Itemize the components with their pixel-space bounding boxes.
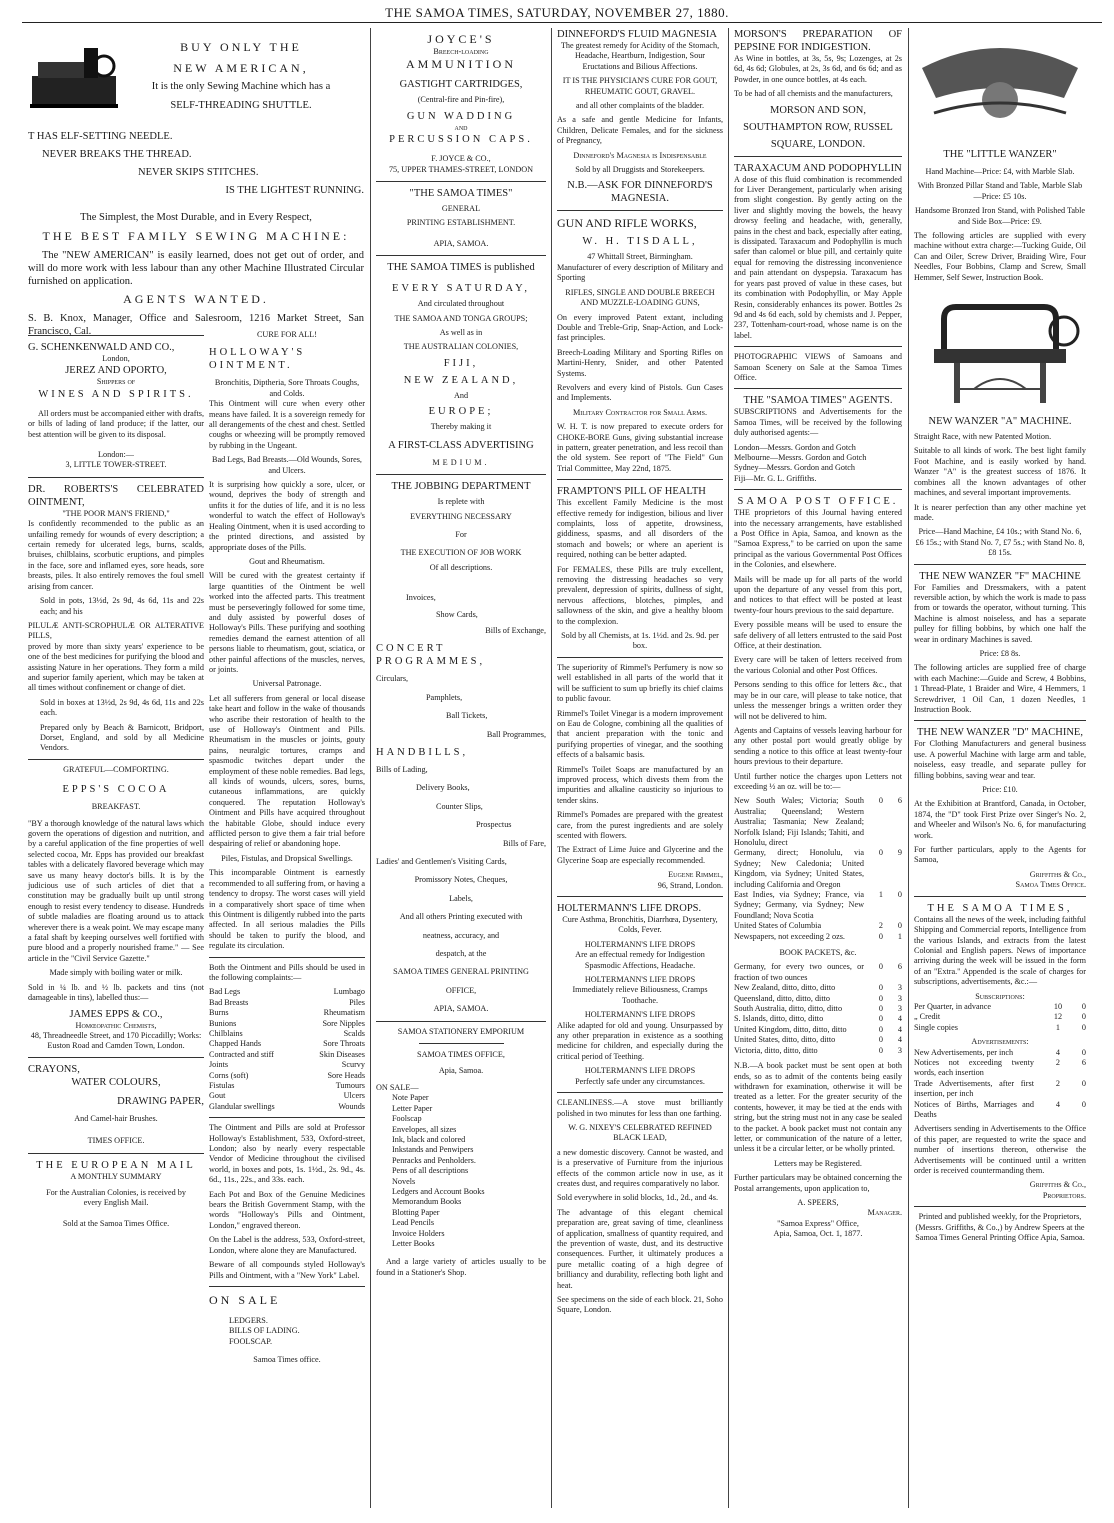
ad-text: SAMOA TIMES GENERAL PRINTING (393, 967, 529, 977)
ad-text: Suitable to all kinds of work. The best light family Foot Machine, and is easily worked by hand. Wanzer "A" is the greatest success of 1876. It combines all the known advantages of other machines, and several important improvements. (914, 446, 1086, 498)
ad-text: Mails will be made up for all parts of the world upon the departure of any vessel from this port, and notices to that effect will be posted at least twenty-four hours previous to the said departure. (734, 574, 902, 615)
ad-text: Bad Legs, Bad Breasts.—Old Wounds, Sores, and Ulcers. (212, 455, 362, 475)
ad-text: S. B. Knox, Manager, Office and Salesroom, 1216 Market Street, San Francisco, Cal. (28, 313, 364, 337)
ad-text: Rimmel's Pomades are prepared with the greatest care, from the purest ingredients and are solely scented with flowers. (557, 810, 723, 840)
ad-text: The following articles are supplied with every machine without extra charge:—Tucking Guide, Oil Can and Oiler, Screw Driver, Braiding Wire, Four Needles, Four Bobbins, Clamp and Screw, Small Hemmer, Self Sewer, Instruction Book. (914, 231, 1086, 282)
ad-text: NEW ZEALAND, (403, 374, 519, 386)
ad-text: Breech-loading (433, 47, 489, 56)
ad-text: Apia, Samoa. (438, 1066, 484, 1076)
ad-text: 3, LITTLE TOWER-STREET. (65, 460, 167, 470)
column-divider (370, 28, 371, 1508)
ad-text: The Simplest, the Most Durable, and in Every Respect, (80, 212, 312, 223)
ad-text: On the Label is the address, 533, Oxford-street, London, where alone they are Manufactured. (209, 1235, 365, 1255)
ad-heading: W. G. NIXEY'S CELEBRATED REFINED BLACK LEAD, (568, 1122, 712, 1143)
list-item: Ink, black and colored (392, 1134, 466, 1144)
ad-text: Piles, Fistulas, and Dropsical Swellings. (221, 853, 353, 863)
ad-text: Every care will be taken of letters received from the various Colonial and other Post Offices. (734, 655, 902, 675)
ad-text: PHOTOGRAPHIC VIEWS of Samoans and Samoan Scenery on Sale at the Samoa Times Office. (734, 352, 902, 382)
ad-text: London:— (98, 450, 134, 460)
ad-heading: THE "SAMOA TIMES" AGENTS. (743, 395, 893, 407)
ad-text: Sydney—Messrs. Gordon and Gotch (734, 463, 855, 473)
list-item: Blotting Paper (392, 1207, 440, 1217)
ad-text: THE SAMOA AND TONGA GROUPS; (394, 313, 528, 323)
ad-text: Alike adapted for old and young. Unsurpassed by any other preparation in existence as a soothing medicine for children, and especially during the critical period of Teething. (557, 1020, 723, 1061)
list-item: Invoice Holders (392, 1228, 445, 1238)
table-row: United Kingdom, ditto, ditto, ditto 0 4 (734, 1024, 902, 1034)
ad-text: BILLS OF LADING. (229, 1326, 300, 1336)
ad-text: The superiority of Rimmel's Perfumery is now so well established in all parts of the world that it will be sufficient to sum up briefly its chief claims to public favour. (557, 662, 723, 704)
ad-text: It is the only Sewing Machine which has a (151, 81, 331, 92)
ad-text: IS THE LIGHTEST RUNNING. (225, 185, 364, 196)
ad-text: Bronchitis, Diptheria, Sore Throats Coughs, and Colds. (214, 378, 360, 398)
ad-text: WATER COLOURS, (71, 1076, 161, 1088)
ad-text: Rimmel's Toilet Vinegar is a modern improvement on Eau de Cologne, combining all the qualities of that ancient preparation with the tonic and purifying properties of vinegar, and the soothing effects of a balsamic basis. (557, 708, 723, 760)
ad-heading: THE NEW WANZER "F" MACHINE (919, 570, 1081, 582)
ad-text: N.B.—ASK FOR DINNEFORD'S MAGNESIA. (567, 180, 713, 205)
wanzer-logo-image (914, 28, 1086, 128)
ad-text: Gout and Rheumatism. (249, 556, 325, 566)
table-row: Per Quarter, in advance 10 0 (914, 1001, 1086, 1011)
ad-text: The greatest remedy for Acidity of the Stomach, Headache, Heartburn, Indigestion, Sour Eructations and Bilious Affections. (560, 41, 720, 71)
column-5 (734, 28, 902, 1508)
ad-text: FOOLSCAP. (229, 1336, 272, 1346)
ad-heading: HOLTERMANN'S LIFE DROPS (584, 1066, 696, 1076)
ad-text: PILULÆ ANTI-SCROPHULÆ OR ALTERATIVE PILLS, (28, 620, 204, 641)
ad-text: Will be cured with the greatest certainty if large quantities of the Ointment be well worked into the affected parts. This treatment must be perseveringly followed for some time, and duly assisted by powerful doses of Holloway's Pills. These purifying and soothing remedies demand the earnest attention of all persons liable to rheumatism, gout, sciatica, or other painful affections of the muscles, nerves, or joints. (209, 571, 365, 674)
table-row: Newspapers, not exceeding 2 ozs. 0 1 (734, 931, 902, 941)
ad-text: Sold everywhere in solid blocks, 1d., 2d., and 4s. (557, 1193, 718, 1203)
ad-heading: HOLTERMANN'S LIFE DROPS (584, 975, 696, 985)
ad-text: (Central-fire and Pin-fire), (417, 95, 505, 105)
ad-text: As Wine in bottles, at 3s, 5s, 9s; Lozenges, at 2s 6d, 4s 6d; Globules, at 2s, 3s 6d, and 6s 6d; and as Powder, in one ounce bottles, at 4s each. (734, 54, 902, 84)
list-item: Penracks and Penholders. (392, 1155, 476, 1165)
ad-text: neatness, accuracy, and (422, 930, 500, 940)
ad-text: TIMES OFFICE. (87, 1136, 145, 1146)
ad-text: Are an effectual remedy for Indigestion Spasmodic Affections, Headache. (575, 950, 705, 970)
list-item: Memorandum Books (392, 1197, 462, 1207)
table-row: S. Islands, ditto, ditto, ditto 0 4 (734, 1014, 902, 1024)
ad-text: Perfectly safe under any circumstances. (575, 1076, 705, 1086)
ad-text: IT IS THE PHYSICIAN'S CURE FOR GOUT, RHEUMATIC GOUT, GRAVEL. (562, 76, 718, 96)
column-1 (28, 330, 204, 1510)
sewing-machine-image (28, 40, 120, 110)
column-2 (209, 330, 365, 1510)
ad-text: It is nearer perfection than any other machine yet made. (914, 502, 1086, 522)
ad-text: Let all sufferers from general or local disease take heart and follow in the wake of thousands who ascribe their restoration of health to the use of Holloway's Ointment and Pills. Rheumatism in the muscles or joints, gouty pains, neuralgic tortures, cramps and spasmodic twitches depart under the employment of these noble remedies. Bad legs, all kinds of wounds, ulcers, sores, burns, cutaneous inflammations, are quickly conquered. The reputation Holloway's Ointment and Pills have acquired throughout the habitable Globe, should induce every afflicted person to give them a fair trial before despairing of relief or abandoning hope. (209, 693, 365, 849)
list-item: Letter Paper (392, 1103, 433, 1113)
ad-text: RIFLES, SINGLE AND DOUBLE BREECH AND MUZZLE-LOADING GUNS, (565, 287, 715, 308)
ad-text: For FEMALES, these Pills are truly excellent, removing the distressing headaches so very prevalent, depression of spirits, dullness of sight, nervous affections, blotches, pimples, and sallowness of the skin, and give a healthy bloom to the complexion. (557, 564, 723, 626)
ad-text: As well as in (439, 328, 483, 338)
ad-text: For further particulars, apply to the Agents for Samoa, (914, 845, 1086, 865)
ad-text: Dinneford's Magnesia is Indispensable (573, 150, 707, 160)
ad-heading: HOLTERMANN'S LIFE DROPS (584, 1010, 696, 1020)
ad-text: "BY a thorough knowledge of the natural laws which govern the operations of digestion and nutrition, and by a careful application of the fine properties of well selected cocoa, Mr. Epps has provided our breakfast tables with a delicately flavored beverage which may save us many heavy doctor's bills. It is by the judicious use of such articles of diet that a constitution may be gradually built up until strong enough to resist every tendency to disease. Hundreds of subtle maladies are floating around us to attack wherever there is a weak point. We may escape many a fatal shaft by keeping ourselves well fortified with pure blood and a properly nourished frame." — See article in the "Civil Service Gazette." (28, 818, 204, 963)
ad-heading: HOLTERMANN'S LIFE DROPS. (557, 903, 702, 914)
ad-text: The following articles are supplied free of charge with each Machine:—Guide and Screw, 4 Bobbins, 1 Thread-Plate, 1 Braider and Wire, 4 Hemmers, 1 Screwdriver, 1 Oil Can, 1 dozen Needles, 1 Instruction Book. (914, 663, 1086, 714)
ad-text: This excellent Family Medicine is the most effective remedy for indigestion, bilious and liver complaints, loss of appetite, drowsiness, giddiness, spasms, and all disorders of the stomach and bowels; or where an aperient is required, nothing can be better adapted. (557, 498, 723, 560)
ad-text: NEVER BREAKS THE THREAD. (42, 149, 192, 160)
ad-text: MEDIUM. (432, 457, 490, 467)
ad-heading: "THE SAMOA TIMES" (409, 188, 513, 200)
book-rates-table (734, 962, 902, 1056)
table-row: Trade Advertisements, after first insertion, per inch 2 0 (914, 1078, 1086, 1099)
ad-text: Further particulars may be obtained concerning the Postal arrangements, upon application to, (734, 1173, 902, 1193)
ad-text: Cure Asthma, Bronchitis, Diarrhœa, Dysentery, Colds, Fever. (562, 915, 718, 935)
column-divider (551, 28, 552, 1508)
ad-heading: THE JOBBING DEPARTMENT (391, 481, 531, 493)
ad-text: Advertisements: (971, 1037, 1029, 1047)
ad-heading: THE EUROPEAN MAIL (36, 1159, 196, 1171)
ad-text: At the Exhibition at Brantford, Canada, in October, 1874, the "D" took First Prize over Singer's No. 2, and Wheeler and Wilson's No. 6, for manufacturing work. (914, 799, 1086, 840)
ad-text: Melbourne—Messrs. Gordon and Gotch (734, 452, 867, 462)
ad-text: Promissory Notes, Cheques, (414, 875, 508, 885)
ad-text: SELF-THREADING SHUTTLE. (170, 100, 312, 111)
ad-heading: WINES AND SPIRITS. (38, 388, 194, 400)
ad-text: Military Contractor for Small Arms. (572, 407, 708, 417)
ad-text: EUROPE; (428, 406, 494, 418)
masthead-rule (22, 22, 1102, 23)
ad-text: A FIRST-CLASS ADVERTISING (388, 439, 534, 451)
ad-heading: AGENTS WANTED. (123, 292, 269, 306)
ad-heading: BOOK PACKETS, &c. (779, 948, 857, 958)
ad-text: Delivery Books, (416, 783, 470, 793)
ad-heading: THE BEST FAMILY SEWING MACHINE: (42, 229, 350, 243)
list-item: Lead Pencils (392, 1218, 435, 1228)
ad-heading: MORSON'S PREPARATION OF PEPSINE FOR INDIGESTION. (734, 29, 902, 53)
ad-text: CLEANLINESS.—A stove must brilliantly polished in two minutes for less than one farthing. (557, 1098, 723, 1118)
ad-text: Samoa Times office. (253, 1355, 321, 1365)
ad-text: GRATEFUL—COMFORTING. (63, 764, 169, 774)
ad-heading: NEW WANZER "A" MACHINE. (928, 416, 1072, 428)
ad-text: Griffiths & Co., (1029, 1180, 1086, 1190)
ad-text: despatch, at the (435, 949, 487, 959)
table-row: South Australia, ditto, ditto, ditto 0 3 (734, 1004, 902, 1014)
ad-heading: SAMOA STATIONERY EMPORIUM (397, 1026, 525, 1036)
table-row: United States of Columbia 2 0 (734, 921, 902, 931)
ad-text: Circulars, (376, 674, 409, 684)
list-item: Note Paper (392, 1093, 429, 1103)
ad-text: every English Mail. (83, 1198, 149, 1208)
ad-text: Bills of Exchange, (485, 625, 546, 635)
ad-text: Shippers of (96, 377, 136, 387)
ad-text: And Camel-hair Brushes. (74, 1113, 158, 1123)
ad-text: Is confidently recommended to the public as an unfailing remedy for wounds of every description; a certain remedy for ulcerated legs, burns, scalds, bruises, chilblains, scorbutic eruptions, and pimples in the face, sore and inflamed eyes, sore heads, sore breasts, piles. It also entirely removes the foul smell arising from cancer. (28, 519, 204, 591)
ad-text: F. JOYCE & CO., (431, 154, 491, 164)
ad-heading: HOLTERMANN'S LIFE DROPS (584, 939, 696, 949)
advertisement-rates-table (914, 1048, 1086, 1121)
ad-text: A. SPEERS, (797, 1197, 839, 1207)
ad-text: GASTIGHT CARTRIDGES, (399, 79, 523, 91)
ad-text: London—Messrs. Gordon and Gotch (734, 442, 856, 452)
column-divider (728, 28, 729, 1508)
ad-text: and (454, 122, 468, 132)
ad-text: The "NEW AMERICAN" is easily learned, does not get out of order, and will do more work with less labour than any other Machine Illustrated Circular furnished on application. (28, 250, 364, 287)
list-item: Pens of all descriptions (392, 1166, 469, 1176)
ad-text: London, (102, 354, 130, 363)
table-row: Single copies 1 0 (914, 1022, 1086, 1032)
ad-heading: SAMOA POST OFFICE. (737, 496, 899, 508)
ad-text: SOUTHAMPTON ROW, RUSSEL (743, 121, 893, 133)
ad-text: Eugene Rimmel, (668, 870, 723, 880)
ad-text: a new domestic discovery. Cannot be wasted, and is a preservative of Furniture from the injurious effects of the common article now in use, as it creates dust, and requires comparatively no labor. (557, 1147, 723, 1188)
ad-text: "THE POOR MAN'S FRIEND," (62, 508, 170, 518)
ad-text: 75, UPPER THAMES-STREET, LONDON (388, 164, 534, 174)
ad-text: Sold at the Samoa Times Office. (62, 1218, 170, 1228)
ad-text: Persons sending to this office for letters &c., that may be in our care, will please to take notice, that unless the messenger brings a written order they will not be delivered to him. (734, 680, 902, 721)
ad-heading: W. H. TISDALL, (582, 236, 698, 248)
stationery-list (376, 1093, 546, 1249)
ad-text: Labels, (449, 893, 473, 903)
ad-text: Proprietors. (1042, 1190, 1086, 1200)
ad-text: THE proprietors of this Journal having entered into the necessary arrangements, have established a Post Office in Apia, Samoa, and known as the "Samoa Express," to be carried on upon the same principal as the various Governmental Post Offices in the Colonies, and elsewhere. (734, 508, 902, 570)
table-row: Germany, for every two ounces, or fraction of two ounces 0 6 (734, 962, 902, 982)
ad-text: APIA, SAMOA. (433, 1004, 489, 1014)
ad-text: Homœopathic Chemists, (75, 1020, 157, 1030)
ad-text: 48, Threadneedle Street, and 170 Piccadilly; Works: Euston Road and Camden Town, London. (30, 1030, 202, 1051)
ad-heading: JAMES EPPS & CO., (69, 1008, 163, 1020)
ad-text: Price—Hand Machine, £4 10s.; with Stand No. 6, £6 15s.; with Stand No. 7, £7 5s.; with Stand No. 8, £8 15s. (915, 527, 1085, 558)
ad-text: Thereby making it (430, 422, 492, 432)
ad-heading: G. SCHENKENWALD AND CO., (28, 342, 175, 353)
ad-text: and all other complaints of the bladder. (575, 101, 704, 111)
ad-text: This Ointment will cure when every other means have failed. It is a sovereign remedy for all derangements of the chest and chest. Settled coughs or wheezing will be promptly removed by rubbing in the Ungeant. (209, 399, 365, 450)
ad-text: Sold in ¼ lb. and ½ lb. packets and tins (not damageable in tins), labelled thus:— (28, 982, 204, 1003)
ad-text: Ball Programmes, (486, 729, 546, 739)
ad-text: Samoa Times Office. (1015, 880, 1086, 890)
ad-text: Griffiths & Co., (1029, 869, 1086, 879)
ad-text: See specimens on the side of each block. 21, Soho Square, London. (557, 1295, 723, 1315)
table-row: Victoria, ditto, ditto, ditto 0 3 (734, 1045, 902, 1055)
ad-text: Handsome Bronzed Iron Stand, with Polished Table and Side Box—Price: £9. (914, 206, 1086, 226)
ad-text: As a safe and gentle Medicine for Infants, Children, Delicate Females, and for the sickness of Pregnancy, (557, 115, 723, 146)
postage-rates-table (734, 796, 902, 942)
ad-text: Letters may be Registered. (774, 1158, 862, 1168)
ad-text: Subscriptions: (975, 991, 1025, 1001)
ad-heading: HOLLOWAY'S OINTMENT. (209, 347, 306, 372)
table-row: „ Credit 12 0 (914, 1012, 1086, 1022)
ad-text: Bills of Lading, (376, 764, 428, 774)
ad-text: APIA, SAMOA. (433, 238, 489, 248)
list-item: Novels (392, 1176, 416, 1186)
ad-text: PRINTING ESTABLISHMENT. (406, 218, 516, 228)
ad-text: It is surprising how quickly a sore, ulcer, or wound, deprives the body of strength and unfits it for the duties of life, and it is no less wonderful to watch the effect of Holloway's Healing Ointment, when it is used according to the printed directions, and assisted by appropriate doses of the Pills. (209, 480, 365, 552)
list-item: Letter Books (392, 1238, 435, 1248)
ad-text: Manager. (867, 1208, 902, 1218)
ad-text: Apia, Samoa, Oct. 1, 1877. (773, 1229, 863, 1239)
ad-text: OFFICE, (445, 985, 477, 995)
table-row: Queensland, ditto, ditto, ditto 0 3 (734, 993, 902, 1003)
ad-text: DRAWING PAPER, (117, 1095, 204, 1107)
table-row: Notices not exceeding twenty words, each insertion 2 6 (914, 1057, 1086, 1078)
ad-text: Breech-Loading Military and Sporting Rifles on Martini-Henry, Snider, and other Patented Systems. (557, 347, 723, 378)
ad-text: Universal Patronage. (252, 679, 322, 689)
ad-heading: GUN WADDING (406, 110, 516, 122)
ad-text: Manufacturer of every description of Military and Sporting (557, 262, 723, 283)
ad-text: Ball Tickets, (446, 711, 488, 721)
ad-text: NEVER SKIPS STITCHES. (138, 167, 259, 178)
ad-text: Both the Ointment and Pills should be used in the following complaints:— (209, 962, 365, 982)
ad-text: Hand Machine—Price: £4, with Marble Slab. (925, 167, 1075, 176)
ad-text: Until further notice the charges upon Letters not exceeding ½ an oz. will be to:— (734, 771, 902, 791)
list-item: Foolscap (392, 1114, 422, 1124)
masthead: THE SAMOA TIMES, SATURDAY, NOVEMBER 27, 1880. (385, 5, 729, 20)
ad-text: Show Cards, (436, 609, 478, 619)
ad-heading: TARAXACUM AND PODOPHYLLIN (734, 162, 902, 174)
ad-text: And (453, 390, 469, 400)
table-row: New South Wales; Victoria; South Australia; Queensland; Western Australia; Tasmania; New Zealand; Norfolk Island; Fiji Islands; Tahiti, and Honolulu, direct 0 6 (734, 796, 902, 847)
ad-text: Prepared only by Beach & Barnicott, Bridport, Dorset, England, and sold by all Medicine Vendors. (40, 722, 204, 753)
ad-text: Every possible means will be used to ensure the safe delivery of all letters entrusted to the said Post Office, at their destination. (734, 620, 902, 651)
ad-text: With Bronzed Pillar Stand and Table, Marble Slab—Price: £5 10s. (917, 181, 1083, 201)
ad-text: Invoices, (406, 593, 436, 603)
ad-text: Counter Slips, (436, 801, 483, 811)
ad-text: All orders must be accompanied either with drafts, or bills of lading of land produce; if the latter, our best attention will be given to its disposal. (28, 408, 204, 439)
list-item: Envelopes, all sizes (392, 1124, 457, 1134)
ad-heading: FRAMPTON'S PILL OF HEALTH (557, 486, 706, 498)
ad-text: Sold in boxes at 13½d, 2s 9d, 4s 6d, 11s and 22s each. (40, 697, 204, 718)
ad-text: Price: £10. (982, 785, 1018, 795)
ad-heading: EPPS'S COCOA (62, 784, 170, 796)
ad-text: Revolvers and every kind of Pistols. Gun Cases and Implements. (557, 382, 723, 403)
table-row: New Advertisements, per inch 4 0 (914, 1047, 1086, 1057)
ad-text: SAMOA TIMES OFFICE, (417, 1050, 505, 1060)
ad-text: Sold by all Druggists and Storekeepers. (575, 165, 705, 175)
ad-text: Rimmel's Toilet Soaps are manufactured by an improved process, which divests them from the impurities and alkaline causticity so injurious to tender skins. (557, 764, 723, 805)
ad-text: Prospectus (476, 820, 512, 830)
ad-text: HANDBILLS, (376, 746, 469, 758)
ad-text: THE EXECUTION OF JOB WORK (400, 548, 522, 558)
ad-heading: THE SAMOA TIMES, (927, 902, 1073, 914)
ad-text: Straight Race, with new Patented Motion. (914, 432, 1052, 442)
ad-heading: THE NEW WANZER "D" MACHINE, (917, 727, 1083, 739)
ad-text: Made simply with boiling water or milk. (49, 968, 183, 978)
ad-text: This incomparable Ointment is earnestly recommended to all suffering from, or having a tendency to dropsy. The worst cases will yield in a comparatively short space of time when this Ointment is diligently rubbed into the parts affected. In all serious maladies the Pills should be taken to purify the blood, and regulate its circulation. (209, 868, 365, 951)
ad-text: Contains all the news of the week, including faithful Shipping and Commercial reports, Intelligence from the various Islands, and extracts from the latest Colonial and English papers. News of importance arriving during the week will be issued in the form of an "Extra." Appended is the scale of charges for subscriptions, advertisements, &c.:— (914, 914, 1086, 987)
ad-text: THE AUSTRALIAN COLONIES, (403, 342, 519, 352)
ad-text: Fiji—Mr. G. L. Griffiths. (734, 473, 817, 483)
column-3 (376, 28, 546, 1508)
ad-heading: DINNEFORD'S FLUID MAGNESIA (557, 29, 717, 40)
ad-text: GENERAL (441, 204, 481, 214)
ad-text: To be had of all chemists and the manufacturers, (734, 89, 893, 99)
ad-text: And all others Printing executed with (399, 912, 523, 922)
ad-heading: BUY ONLY THE (180, 40, 302, 54)
ad-text: FIJI, (443, 357, 479, 369)
ad-heading: THE "LITTLE WANZER" (943, 149, 1057, 160)
ad-text: ON SALE— (376, 1082, 419, 1092)
ad-text: Of all descriptions. (429, 562, 493, 572)
ad-text: Pamphlets, (426, 692, 463, 702)
table-row: East Indies, via Sydney; France, via Sydney; Germany, via Sydney; New Foundland; Nova Scotia 1 0 (734, 890, 902, 920)
subscription-table (914, 1002, 1086, 1033)
ad-text: MORSON AND SON, (770, 104, 866, 116)
ad-text: Sold in pots, 13½d, 2s 9d, 4s 6d, 11s and 22s each; and his (40, 596, 204, 616)
ad-text: And a large variety of articles usually to be found in a Stationer's Shop. (376, 1257, 546, 1277)
ad-text: And circulated throughout (417, 299, 505, 309)
ad-text: THE SAMOA TIMES is published (387, 262, 535, 274)
table-row: Germany, direct; Honolulu, via Sydney; New Caledonia; United Kingdom, via Sydney; United States, including California and Oregon 0 9 (734, 848, 902, 889)
ad-text: The Ointment and Pills are sold at Professor Holloway's Establishment, 533, Oxford-street, London; also by nearly every respectable Vendor of Medicine throughout the civilised world, in boxes and pots, 1s. 1½d., 2s. 9d., 4s. 6d., 11s., 22s., and 33s. each. (209, 1123, 365, 1185)
ad-text: EVERYTHING NECESSARY (410, 511, 512, 521)
ad-heading: PERCUSSION CAPS. (389, 134, 533, 146)
ad-heading: GUN AND RIFLE WORKS, (557, 216, 697, 231)
ad-text: 47 Whittall Street, Birmingham. (587, 252, 693, 262)
ad-text: For Families and Dressmakers, with a patent reversible action, by which the work is made to pass from or towards the operator, without turning. This Machine is almost noiseless, and has a separate pulley for filling bobbins, by which one half the wear in ordinary Machines is saved. (914, 582, 1086, 644)
ad-text: 96, Strand, London. (657, 880, 723, 890)
ad-text: A dose of this fluid combination is recommended for Liver Derangement, particularly when arising from slight congestion. By gently acting on the liver and slightly moving the bowels, the heavy drowsy feeling and headache, with, generally, pains in the chest and back, especially after eating, is dissipated. Taraxacum and Podophyllin is much safer than calomel or blue pill, and certainly quite equal for removing the distressing inconvenience and pain attendant on dyspepsia. Taraxacum has for years past proved of value in these cases, but its combination with Podophyllin, or May Apple Resin, considerably enhances its power. Bottles 2s 9d and 4s 6d each, sold by chemists and J. Pepper, 237, Tottenham-court-road, whose name is on the label. (734, 174, 902, 340)
ad-text: Ladies' and Gentlemen's Visiting Cards, (376, 857, 507, 866)
table-row: United States, ditto, ditto, ditto 0 4 (734, 1035, 902, 1045)
column-divider (908, 28, 909, 1508)
ad-heading: AMMUNITION (406, 57, 516, 72)
ad-heading: EVERY SATURDAY, (392, 283, 530, 295)
table-row: Notices of Births, Marriages and Deaths 4 0 (914, 1099, 1086, 1119)
ad-text: W. H. T. is now prepared to execute orders for CHOKE-BORE Guns, giving substantial increase in pattern, greater penetration, and less recoil than the old system. See report of "The Field" Gun Trial Committee, May 22nd, 1875. (557, 422, 723, 473)
ad-heading: DR. ROBERTS'S CELEBRATED OINTMENT, (28, 483, 204, 508)
ad-text: Is replete with (437, 497, 485, 507)
ad-text: JEREZ AND OPORTO, (65, 365, 167, 377)
ad-text: Each Pot and Box of the Genuine Medicines bears the British Government Stamp, with the words "Holloway's Pills and Ointment, London," engraved thereon. (209, 1189, 365, 1230)
ad-heading: CRAYONS, (28, 1063, 80, 1075)
ad-text: N.B.—A book packet must be sent open at both ends, so as to admit of the contents being easily withdrawn for examination, otherwise it will be treated as a letter. For the greater security of the contents, however, it may be tied at the ends with string, but the string must not in any case be sealed to the packet. A book packet must not contain any letter, or communication of the nature of a letter, unless it be a circular letter, or be wholly printed. (734, 1061, 902, 1154)
ad-text: Agents and Captains of vessels leaving harbour for any other postal port would greatly oblige by sending a notice to this office at least twenty-four hours previous to their departure. (734, 725, 902, 767)
ad-text: CURE FOR ALL! (256, 330, 318, 339)
ad-text: Immediately relieve Biliousness, Cramps Toothache. (572, 985, 708, 1005)
ad-text: On every improved Patent extant, including Double and Treble-Grip, Snap-Action, and Lock-fast principles. (557, 312, 723, 343)
ad-text: LEDGERS. (229, 1315, 268, 1325)
ad-text: CONCERT PROGRAMMES, (376, 643, 486, 668)
ad-text: "Samoa Express" Office, (777, 1218, 859, 1228)
ad-text: For the Australian Colonies, is received by (46, 1187, 186, 1197)
list-item: Inkstands and Penwipers (392, 1145, 474, 1155)
ad-text: Advertisers sending in Advertisements to the Office of this paper, are requested to write the space and number of insertions thereon, otherwise the Advertisements will be continued until a written order is received countermanding them. (914, 1124, 1086, 1176)
ad-text: T HAS ELF-SETTING NEEDLE. (28, 131, 173, 142)
ad-text: Bills of Fare, (503, 838, 546, 848)
ad-text: The Extract of Lime Juice and Glycerine and the Glycerine Soap are especially recommended. (557, 845, 723, 865)
sewing-machine-illustration (914, 289, 1086, 409)
list-item: Ledgers and Account Books (392, 1186, 485, 1196)
column-6 (914, 28, 1086, 1508)
ad-text: A MONTHLY SUMMARY (70, 1171, 162, 1181)
table-row: New Zealand, ditto, ditto, ditto 0 3 (734, 983, 902, 993)
ad-heading: ON SALE (209, 1292, 281, 1307)
ad-text: For (455, 529, 467, 539)
ad-text: Sold by all Chemists, at 1s. 1½d. and 2s. 9d. per box. (561, 631, 719, 651)
ad-text: The advantage of this elegant chemical preparation are, great saving of time, cleanliness of application, smallness of quantity required, and the prevention of waste, dust, and its destructive consequences. Further, it ultimately produces a pure metallic coating of a high degree of brilliancy and durability, reflecting both light and heat. (557, 1207, 723, 1290)
ad-text: Price: £8 8s. (979, 648, 1021, 658)
ad-text: Beware of all compounds styled Holloway's Pills and Ointment, with a "New York" Label. (209, 1260, 365, 1280)
ad-text: SUBSCRIPTIONS and Advertisements for the Samoa Times, will be received by the following duly authorised agents:— (734, 407, 902, 438)
ad-heading: JOYCE'S (427, 32, 495, 46)
ad-text: BREAKFAST. (91, 802, 141, 812)
ad-heading: NEW AMERICAN, (173, 61, 309, 75)
imprint: Printed and published weekly, for the Proprietors, (Messrs. Griffiths, & Co.,) by Andrew Speers at the Samoa Times General Printing Office Apia, Samoa. (915, 1212, 1085, 1243)
ad-text: proved by more than sixty years' experience to be one of the best medicines for purifying the blood and assisting Nature in her operations. They form a mild and superior family aperient, which may be taken at all times without confinement or change of diet. (28, 641, 204, 693)
complaint-list: Bad Legs Lumbago Bad Breasts Piles Burns Rheumatism Bunions Sore Nipples Chilblains Scalds Chapped Hands Sore Throats Contracted and stiff Skin Diseases Joints Scurvy Corns (soft) Sore Heads Fistulas Tumours Gout Ulcers Glandular swellings Wounds (209, 987, 365, 1111)
ad-text: SQUARE, LONDON. (770, 138, 866, 150)
column-4 (557, 28, 723, 1508)
ad-text: For Clothing Manufacturers and general business use. A powerful Machine with large arm and table, noiseless, easy treadle, and separate pulley for filling bobbins, saving wear and tear. (914, 739, 1086, 780)
